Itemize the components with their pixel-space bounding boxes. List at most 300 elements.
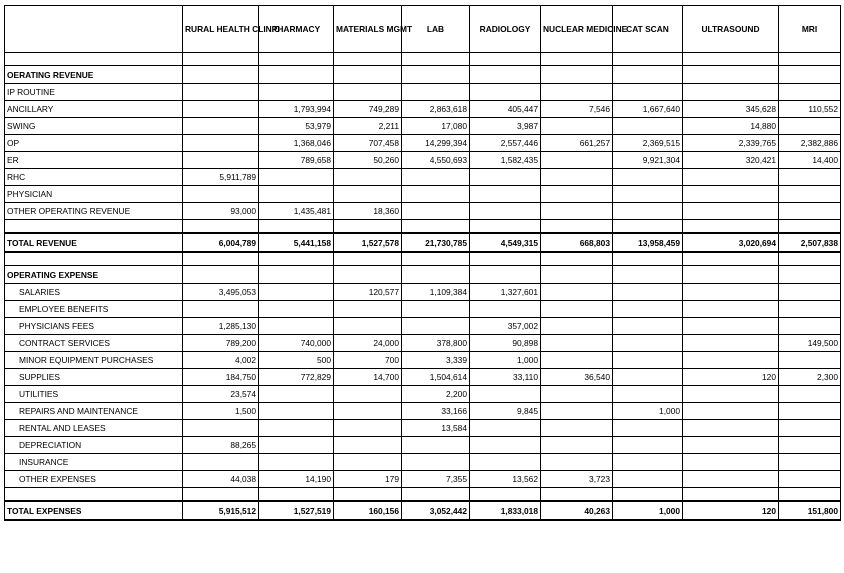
value-cell	[334, 386, 402, 403]
value-cell: 24,000	[334, 335, 402, 352]
total-value-cell: 2,507,838	[779, 233, 841, 252]
value-cell: 7,546	[541, 101, 613, 118]
value-cell: 33,166	[402, 403, 470, 420]
value-cell: 7,355	[402, 471, 470, 488]
row-label: SUPPLIES	[5, 369, 183, 386]
value-cell: 1,435,481	[259, 203, 334, 220]
value-cell	[470, 186, 541, 203]
table-row	[5, 186, 841, 203]
empty-cell	[259, 220, 334, 234]
value-cell: 1,793,994	[259, 101, 334, 118]
value-cell	[402, 318, 470, 335]
value-cell: 120	[683, 369, 779, 386]
value-cell	[683, 386, 779, 403]
row-label: RENTAL AND LEASES	[5, 420, 183, 437]
value-cell	[259, 318, 334, 335]
row-label: PHYSICIANS FEES	[5, 318, 183, 335]
value-cell	[779, 203, 841, 220]
value-cell	[470, 437, 541, 454]
empty-cell	[470, 66, 541, 84]
row-label: OP	[5, 135, 183, 152]
empty-cell	[470, 252, 541, 266]
value-cell: 345,628	[683, 101, 779, 118]
value-cell	[779, 118, 841, 135]
value-cell	[402, 203, 470, 220]
empty-cell	[334, 66, 402, 84]
value-cell	[402, 186, 470, 203]
value-cell: 18,360	[334, 203, 402, 220]
empty-cell	[613, 220, 683, 234]
value-cell	[613, 454, 683, 471]
empty-cell	[683, 266, 779, 284]
empty-cell	[183, 266, 259, 284]
total-value-cell: 668,803	[541, 233, 613, 252]
table-row	[5, 169, 841, 186]
value-cell	[779, 471, 841, 488]
column-header: RADIOLOGY	[470, 6, 541, 53]
total-value-cell: 1,000	[613, 501, 683, 520]
total-label: TOTAL EXPENSES	[5, 501, 183, 520]
value-cell	[779, 437, 841, 454]
empty-cell	[402, 252, 470, 266]
value-cell	[779, 301, 841, 318]
value-cell	[470, 203, 541, 220]
empty-cell	[402, 488, 470, 502]
value-cell	[613, 352, 683, 369]
value-cell	[183, 84, 259, 101]
empty-cell	[259, 53, 334, 66]
value-cell	[683, 284, 779, 301]
row-label: UTILITIES	[5, 386, 183, 403]
value-cell: 4,550,693	[402, 152, 470, 169]
revenue-heading-row	[5, 66, 841, 84]
table-row	[5, 471, 841, 488]
empty-cell	[334, 488, 402, 502]
empty-cell	[183, 488, 259, 502]
value-cell: 3,495,053	[183, 284, 259, 301]
value-cell	[541, 118, 613, 135]
empty-cell	[541, 266, 613, 284]
value-cell: 14,880	[683, 118, 779, 135]
value-cell	[613, 284, 683, 301]
total-revenue-row	[5, 233, 841, 252]
value-cell	[779, 352, 841, 369]
value-cell: 2,557,446	[470, 135, 541, 152]
value-cell	[470, 301, 541, 318]
value-cell	[259, 84, 334, 101]
value-cell: 2,211	[334, 118, 402, 135]
value-cell	[613, 84, 683, 101]
empty-cell	[541, 53, 613, 66]
row-label: ANCILLARY	[5, 101, 183, 118]
empty-cell	[683, 66, 779, 84]
empty-cell	[402, 53, 470, 66]
value-cell: 184,750	[183, 369, 259, 386]
value-cell	[683, 203, 779, 220]
empty-cell	[5, 53, 183, 66]
total-value-cell: 1,527,578	[334, 233, 402, 252]
value-cell	[613, 169, 683, 186]
empty-cell	[259, 266, 334, 284]
value-cell: 149,500	[779, 335, 841, 352]
value-cell	[683, 420, 779, 437]
value-cell: 3,339	[402, 352, 470, 369]
empty-cell	[470, 266, 541, 284]
financial-sheet	[4, 5, 841, 521]
empty-cell	[5, 220, 183, 234]
value-cell	[683, 186, 779, 203]
value-cell: 749,289	[334, 101, 402, 118]
value-cell: 789,658	[259, 152, 334, 169]
value-cell: 33,110	[470, 369, 541, 386]
empty-cell	[779, 53, 841, 66]
value-cell	[259, 169, 334, 186]
value-cell	[541, 335, 613, 352]
value-cell	[470, 386, 541, 403]
value-cell	[183, 454, 259, 471]
value-cell	[779, 386, 841, 403]
empty-cell	[541, 252, 613, 266]
empty-cell	[613, 66, 683, 84]
value-cell: 23,574	[183, 386, 259, 403]
value-cell: 1,000	[613, 403, 683, 420]
spacer-row	[5, 252, 841, 266]
value-cell	[613, 386, 683, 403]
spacer-row	[5, 220, 841, 234]
value-cell	[334, 318, 402, 335]
value-cell	[541, 84, 613, 101]
row-label: PHYSICIAN	[5, 186, 183, 203]
value-cell: 1,109,384	[402, 284, 470, 301]
row-label: REPAIRS AND MAINTENANCE	[5, 403, 183, 420]
value-cell: 120,577	[334, 284, 402, 301]
value-cell	[779, 454, 841, 471]
section-heading: OPERATING EXPENSE	[5, 266, 183, 284]
value-cell	[613, 437, 683, 454]
value-cell	[183, 420, 259, 437]
value-cell	[613, 471, 683, 488]
row-label: IP ROUTINE	[5, 84, 183, 101]
value-cell	[541, 284, 613, 301]
empty-cell	[779, 220, 841, 234]
value-cell: 740,000	[259, 335, 334, 352]
total-value-cell: 3,020,694	[683, 233, 779, 252]
empty-cell	[259, 252, 334, 266]
table-row	[5, 84, 841, 101]
total-value-cell: 5,915,512	[183, 501, 259, 520]
value-cell	[402, 454, 470, 471]
empty-cell	[683, 220, 779, 234]
empty-cell	[183, 53, 259, 66]
value-cell	[613, 118, 683, 135]
value-cell: 3,987	[470, 118, 541, 135]
value-cell	[259, 386, 334, 403]
value-cell	[779, 403, 841, 420]
value-cell	[183, 101, 259, 118]
value-cell	[183, 118, 259, 135]
value-cell	[334, 186, 402, 203]
table-body	[5, 53, 841, 521]
value-cell	[334, 403, 402, 420]
empty-cell	[334, 266, 402, 284]
value-cell: 320,421	[683, 152, 779, 169]
value-cell	[541, 186, 613, 203]
table-row	[5, 203, 841, 220]
section-heading: OERATING REVENUE	[5, 66, 183, 84]
value-cell: 500	[259, 352, 334, 369]
value-cell: 357,002	[470, 318, 541, 335]
table-row	[5, 420, 841, 437]
value-cell: 14,700	[334, 369, 402, 386]
value-cell: 2,200	[402, 386, 470, 403]
value-cell	[259, 454, 334, 471]
value-cell	[259, 420, 334, 437]
total-value-cell: 40,263	[541, 501, 613, 520]
value-cell	[683, 454, 779, 471]
value-cell: 14,400	[779, 152, 841, 169]
spacer-row	[5, 488, 841, 502]
empty-cell	[402, 66, 470, 84]
value-cell	[334, 84, 402, 101]
empty-cell	[5, 488, 183, 502]
total-value-cell: 13,958,459	[613, 233, 683, 252]
value-cell	[259, 284, 334, 301]
empty-cell	[613, 266, 683, 284]
value-cell	[541, 301, 613, 318]
value-cell: 53,979	[259, 118, 334, 135]
total-value-cell: 6,004,789	[183, 233, 259, 252]
value-cell: 1,327,601	[470, 284, 541, 301]
value-cell: 2,382,886	[779, 135, 841, 152]
value-cell: 110,552	[779, 101, 841, 118]
value-cell: 5,911,789	[183, 169, 259, 186]
row-label: OTHER EXPENSES	[5, 471, 183, 488]
total-value-cell: 151,800	[779, 501, 841, 520]
empty-cell	[683, 488, 779, 502]
value-cell: 90,898	[470, 335, 541, 352]
empty-cell	[334, 252, 402, 266]
empty-cell	[779, 266, 841, 284]
value-cell	[259, 186, 334, 203]
total-value-cell: 1,527,519	[259, 501, 334, 520]
table-row	[5, 118, 841, 135]
value-cell	[779, 169, 841, 186]
value-cell	[541, 454, 613, 471]
empty-cell	[779, 488, 841, 502]
value-cell: 2,863,618	[402, 101, 470, 118]
value-cell	[683, 471, 779, 488]
empty-cell	[683, 53, 779, 66]
value-cell: 2,339,765	[683, 135, 779, 152]
value-cell	[613, 301, 683, 318]
value-cell	[183, 135, 259, 152]
empty-cell	[259, 66, 334, 84]
empty-cell	[470, 53, 541, 66]
value-cell: 707,458	[334, 135, 402, 152]
value-cell: 772,829	[259, 369, 334, 386]
row-label: CONTRACT SERVICES	[5, 335, 183, 352]
value-cell	[259, 403, 334, 420]
value-cell: 2,369,515	[613, 135, 683, 152]
value-cell	[779, 420, 841, 437]
value-cell	[402, 169, 470, 186]
total-value-cell: 3,052,442	[402, 501, 470, 520]
empty-cell	[683, 252, 779, 266]
value-cell	[259, 301, 334, 318]
value-cell	[334, 301, 402, 318]
table-row	[5, 403, 841, 420]
value-cell	[541, 437, 613, 454]
value-cell	[779, 284, 841, 301]
column-header-row	[5, 6, 841, 53]
value-cell	[334, 454, 402, 471]
total-label: TOTAL REVENUE	[5, 233, 183, 252]
value-cell: 1,500	[183, 403, 259, 420]
empty-cell	[183, 220, 259, 234]
value-cell	[334, 437, 402, 454]
empty-cell	[402, 266, 470, 284]
value-cell	[779, 318, 841, 335]
row-label: ER	[5, 152, 183, 169]
value-cell	[402, 84, 470, 101]
value-cell: 3,723	[541, 471, 613, 488]
value-cell: 13,584	[402, 420, 470, 437]
value-cell	[183, 152, 259, 169]
header-blank-cell	[5, 6, 183, 53]
row-label: SALARIES	[5, 284, 183, 301]
empty-cell	[334, 53, 402, 66]
table-row	[5, 101, 841, 118]
value-cell: 50,260	[334, 152, 402, 169]
column-header: LAB	[402, 6, 470, 53]
value-cell: 179	[334, 471, 402, 488]
total-value-cell: 1,833,018	[470, 501, 541, 520]
value-cell: 1,285,130	[183, 318, 259, 335]
row-label: EMPLOYEE BENEFITS	[5, 301, 183, 318]
column-header: CAT SCAN	[613, 6, 683, 53]
value-cell: 700	[334, 352, 402, 369]
empty-cell	[183, 252, 259, 266]
table-row	[5, 284, 841, 301]
empty-cell	[259, 488, 334, 502]
value-cell: 1,000	[470, 352, 541, 369]
value-cell: 1,667,640	[613, 101, 683, 118]
total-value-cell: 4,549,315	[470, 233, 541, 252]
row-label: INSURANCE	[5, 454, 183, 471]
total-expenses-row	[5, 501, 841, 520]
value-cell	[541, 169, 613, 186]
total-value-cell: 160,156	[334, 501, 402, 520]
total-value-cell: 5,441,158	[259, 233, 334, 252]
value-cell: 93,000	[183, 203, 259, 220]
value-cell: 9,921,304	[613, 152, 683, 169]
table-row	[5, 386, 841, 403]
value-cell	[683, 301, 779, 318]
empty-cell	[541, 66, 613, 84]
table-row	[5, 335, 841, 352]
value-cell	[613, 420, 683, 437]
value-cell: 378,800	[402, 335, 470, 352]
value-cell	[683, 84, 779, 101]
value-cell	[541, 203, 613, 220]
table-row	[5, 369, 841, 386]
row-label: MINOR EQUIPMENT PURCHASES	[5, 352, 183, 369]
table-row	[5, 318, 841, 335]
empty-cell	[334, 220, 402, 234]
value-cell	[541, 386, 613, 403]
value-cell: 405,447	[470, 101, 541, 118]
column-header: NUCLEAR MEDICINE	[541, 6, 613, 53]
value-cell	[402, 437, 470, 454]
value-cell: 1,368,046	[259, 135, 334, 152]
empty-cell	[613, 53, 683, 66]
value-cell	[683, 403, 779, 420]
value-cell	[683, 169, 779, 186]
value-cell	[470, 84, 541, 101]
column-header: ULTRASOUND	[683, 6, 779, 53]
value-cell: 36,540	[541, 369, 613, 386]
value-cell	[779, 186, 841, 203]
spacer-row	[5, 53, 841, 66]
empty-cell	[183, 66, 259, 84]
value-cell	[683, 352, 779, 369]
empty-cell	[541, 488, 613, 502]
column-header: PHARMACY	[259, 6, 334, 53]
value-cell: 661,257	[541, 135, 613, 152]
empty-cell	[613, 252, 683, 266]
value-cell: 9,845	[470, 403, 541, 420]
value-cell: 88,265	[183, 437, 259, 454]
table-row	[5, 352, 841, 369]
value-cell	[541, 152, 613, 169]
row-label: RHC	[5, 169, 183, 186]
value-cell: 14,190	[259, 471, 334, 488]
value-cell	[613, 186, 683, 203]
value-cell	[683, 437, 779, 454]
table-row	[5, 135, 841, 152]
value-cell	[470, 169, 541, 186]
value-cell	[683, 335, 779, 352]
value-cell: 1,504,614	[402, 369, 470, 386]
value-cell: 44,038	[183, 471, 259, 488]
value-cell	[683, 318, 779, 335]
value-cell	[259, 437, 334, 454]
value-cell: 4,002	[183, 352, 259, 369]
value-cell	[334, 420, 402, 437]
value-cell: 14,299,394	[402, 135, 470, 152]
total-value-cell: 21,730,785	[402, 233, 470, 252]
empty-cell	[779, 66, 841, 84]
column-header: MATERIALS MGMT	[334, 6, 402, 53]
value-cell: 1,582,435	[470, 152, 541, 169]
value-cell	[402, 301, 470, 318]
department-financial-table	[4, 5, 841, 521]
value-cell: 2,300	[779, 369, 841, 386]
value-cell	[541, 420, 613, 437]
expense-heading-row	[5, 266, 841, 284]
empty-cell	[613, 488, 683, 502]
empty-cell	[470, 488, 541, 502]
value-cell	[470, 420, 541, 437]
empty-cell	[541, 220, 613, 234]
table-row	[5, 301, 841, 318]
value-cell: 13,562	[470, 471, 541, 488]
value-cell: 789,200	[183, 335, 259, 352]
value-cell: 17,080	[402, 118, 470, 135]
empty-cell	[5, 252, 183, 266]
value-cell	[334, 169, 402, 186]
value-cell	[541, 352, 613, 369]
